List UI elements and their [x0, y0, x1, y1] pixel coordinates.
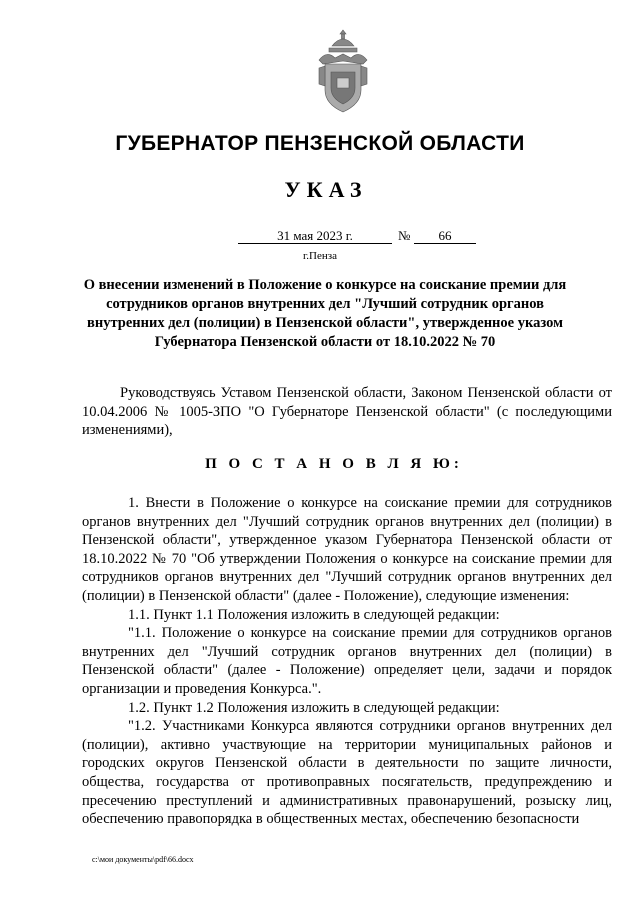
document-type-heading: УКАЗ: [284, 177, 368, 202]
paragraph-1-1-text: "1.1. Положение о конкурсе на соискание премии для сотрудников органов внутренних дел "Лучший сотрудник органов внутренних дел (полиции) в Пензенской области" (далее - Положение) определяет цели, задачи и порядок организации и проведения Конкурса.".: [82, 625, 612, 697]
paragraph-1: 1. Внести в Положение о конкурсе на соискание премии для сотрудников органов внутренних дел "Лучший сотрудник органов внутренних дел (полиции) в Пензенской области", утвержденное указом Губернатора Пензенской области от 18.10.2022 № 70 "Об утверждении Положения о конкурсе на соискание премии для сотрудников органов внутренних дел "Лучший сотрудник органов внутренних дел (полиции) в Пензенской области" (далее - Положение), следующие изменения:: [82, 495, 612, 604]
number-underline: [414, 243, 476, 244]
paragraph-1-1-heading: 1.1. Пункт 1.1 Положения изложить в следующей редакции:: [128, 606, 500, 623]
governor-title: ГУБЕРНАТОР ПЕНЗЕНСКОЙ ОБЛАСТИ: [115, 132, 525, 155]
preamble-block: [82, 384, 612, 440]
paragraph-1-2-heading: 1.2. Пункт 1.2 Положения изложить в следующей редакции:: [128, 699, 500, 716]
preamble-text: Руководствуясь Уставом Пензенской области, Законом Пензенской области от 10.04.2006 № 1005-ЗПО "О Губернаторе Пензенской области" (с последующими изменениями),: [82, 385, 612, 439]
decree-word: П О С Т А Н О В Л Я Ю:: [205, 456, 463, 472]
coat-of-arms-emblem: [315, 28, 371, 116]
date-underline: [238, 243, 392, 244]
paragraph-1-2-text: "1.2. Участниками Конкурса являются сотрудники органов внутренних дел (полиции), активно участвующие на территории муниципальных районов и городских округов Пензенской области в деятельности по защите личности, общества, государства от противоправных посягательств, предупреждению и пресечению преступлений и административных правонарушений, розыску лиц, обеспечению правопорядка в общественных местах, обеспечению безопасности: [82, 718, 612, 828]
file-path-footer: c:\мои документы\pdf\66.docx: [92, 855, 194, 864]
number-sign: №: [398, 228, 411, 243]
city-name: г.Пенза: [303, 250, 337, 262]
decree-date: 31 мая 2023 г.: [277, 228, 353, 243]
date-number-line: [0, 226, 640, 246]
decree-number: 66: [438, 228, 452, 243]
decree-subject: О внесении изменений в Положение о конкурсе на соискание премии для сотрудников органов внутренних дел "Лучший сотрудник органов внутренних дел (полиции) в Пензенской области", утвержденное указом Губернатора Пензенской области от 18.10.2022 № 70: [83, 277, 567, 350]
decree-body: [82, 494, 612, 829]
